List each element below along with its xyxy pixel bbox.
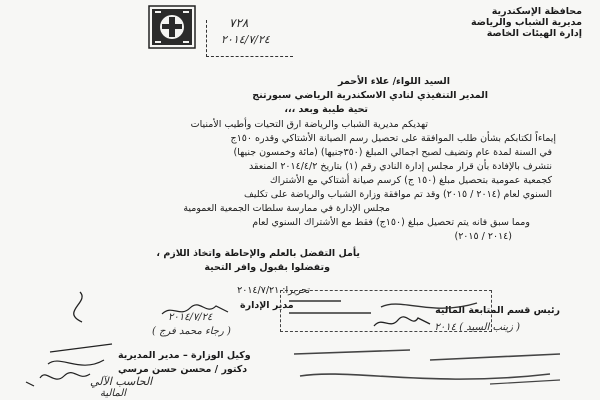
body-line-9: (٢٠١٤ / ٢٠١٥) [454, 231, 512, 242]
right-signature-name: ( زينب السيد ) ٢٠١٤ [434, 322, 520, 333]
left-signature-title: مدير الإدارة [240, 300, 294, 311]
written-date: تحريرا: ٢٠١٤/٧/٢١ [237, 285, 310, 296]
bottom-scan-smudge [290, 340, 570, 396]
body-line-4: نتشرف بالإفادة بأن قرار مجلس إدارة النادي رقم (١) بتاريخ ٢٠١٤/٤/٢ المنعقد [249, 161, 552, 172]
handwritten-signature-left [160, 300, 230, 320]
closing-line-2: وتفضلوا بقبول وافر التحية [204, 262, 330, 273]
body-line-6: السنوي لعام (٢٠١٤ / ٢٠١٥) وقد تم موافقة وزارة الشباب والرياضة على تكليف [244, 189, 552, 200]
right-signature-title: رئيس قسم المتابعة المالية [435, 305, 560, 316]
body-line-1: تهديكم مديرية الشباب والرياضة ارق التحيات وأطيب الأمنيات [190, 119, 428, 130]
closing-line-1: يأمل التفضل بالعلم والإحاطة واتخاذ اللازم ، [156, 248, 360, 259]
reference-number: ٧٢٨ [229, 16, 249, 30]
addressee-title: المدير التنفيذي لنادي الاسكندرية الرياضي سبورتنج [252, 90, 488, 101]
received-stamp [280, 290, 492, 332]
body-line-5: كجمعية عمومية بتحصيل مبلغ (١٥٠ ج) كرسم صيانة أشتاكي مع الأشتراك [269, 175, 552, 186]
body-line-3: في السنة لمدة عام وتضيف لصبح اجمالي المبلغ (٣٥٠جنيها) (مائة وخمسون جنيها) [233, 147, 552, 158]
body-line-2: إيماءاً لكتابكم بشأن طلب الموافقة على تحصيل رسم الصيانة الأشتاكي وقدره ١٥٠ج [230, 133, 556, 144]
finance-note: الحاسب الآلي [90, 375, 153, 388]
finance-note-2: المالية [100, 388, 127, 399]
handwritten-signature-bottom-left [20, 282, 120, 392]
header-line-2: مديرية الشباب والرياضة [471, 17, 582, 28]
addressee: السيد اللواء/ علاء الأحمر [337, 76, 450, 87]
left-signature-date: ٢٠١٤/٧/٢٤ [168, 312, 213, 323]
header-line-1: محافظة الإسكندرية [491, 6, 582, 17]
body-line-8: ومما سبق فانه يتم تحصيل مبلغ (١٥٠ج) فقط مع الأشتراك السنوي لعام [252, 217, 530, 228]
deputy-title: وكيل الوزارة – مدير المديرية [118, 350, 251, 361]
reference-date: ٢٠١٤/٧/٢٤ [221, 33, 270, 46]
body-line-7: مجلس الإدارة في ممارسة سلطات الجمعية العمومية [183, 203, 390, 214]
ministry-emblem-logo [147, 4, 197, 50]
reference-stamp [206, 16, 293, 57]
greeting: تحية طيبة وبعد ،،، [284, 104, 368, 115]
header-line-3: إدارة الهيئات الخاصة [486, 28, 582, 39]
left-signature-name: ( رجاء محمد فرج ) [152, 326, 231, 337]
deputy-name: دكتور / محسن حسن مرسي [118, 364, 248, 375]
